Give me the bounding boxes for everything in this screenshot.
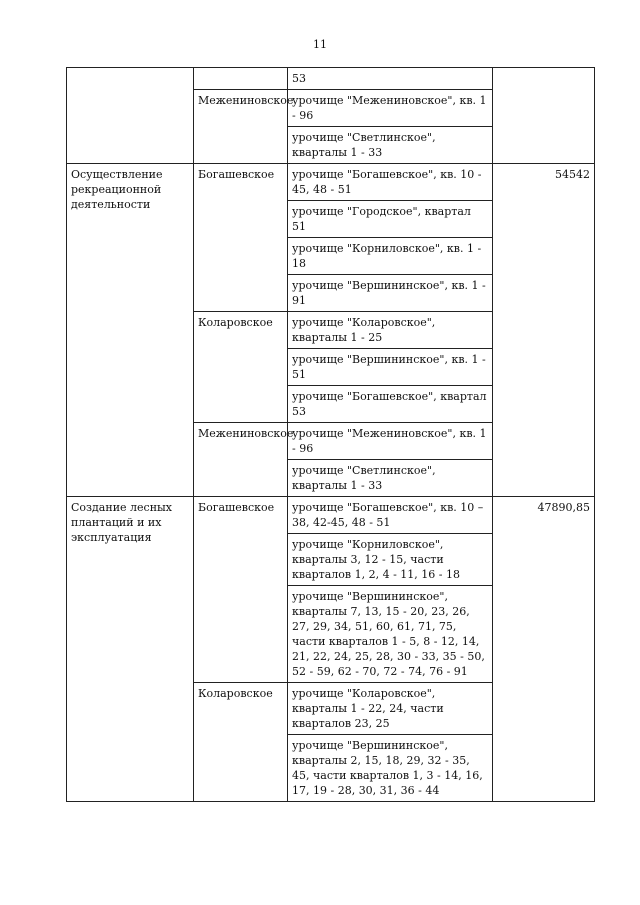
activity-cell: Создание лесных плантаций и их эксплуатация — [67, 497, 194, 802]
location-cell: урочище "Коларовское", кварталы 1 - 22, 24, части кварталов 23, 25 — [288, 683, 493, 735]
location-cell: урочище "Вершининское", кварталы 7, 13, 15 - 20, 23, 26, 27, 29, 34, 51, 60, 61, 71, 75, части кварталов 1 - 5, 8 - 12, 14, 21, 22, 24, 25, 28, 30 - 33, 35 - 50, 52 - 59, 62 - 70, 72 - 74, 76 - 91 — [288, 586, 493, 683]
forestry-cell: Коларовское — [194, 683, 288, 802]
area-cell: 54542 — [493, 164, 595, 497]
table-row — [67, 68, 595, 90]
area-cell-empty — [493, 68, 595, 164]
table-row — [67, 497, 595, 534]
forestry-cell: Богашевское — [194, 164, 288, 312]
location-cell: урочище "Вершининское", кварталы 2, 15, 18, 29, 32 - 35, 45, части кварталов 1, 3 - 14, 16, 17, 19 - 28, 30, 31, 36 - 44 — [288, 735, 493, 802]
location-cell: урочище "Вершининское", кв. 1 - 91 — [288, 275, 493, 312]
location-cell: урочище "Светлинское", кварталы 1 - 33 — [288, 460, 493, 497]
location-cell: урочище "Богашевское", кв. 10 - 45, 48 - 51 — [288, 164, 493, 201]
activity-cell-empty — [67, 68, 194, 164]
location-cell: урочище "Коларовское", кварталы 1 - 25 — [288, 312, 493, 349]
forestry-cell: Богашевское — [194, 497, 288, 683]
location-cell: урочище "Межениновское", кв. 1 - 96 — [288, 90, 493, 127]
forestry-cell: Межениновское — [194, 90, 288, 164]
forest-use-table — [66, 67, 595, 802]
location-cell: урочище "Богашевское", кв. 10 – 38, 42-45, 48 - 51 — [288, 497, 493, 534]
area-cell: 47890,85 — [493, 497, 595, 802]
forestry-cell: Межениновское — [194, 423, 288, 497]
forestry-cell: Коларовское — [194, 312, 288, 423]
table-row — [67, 164, 595, 201]
location-cell: урочище "Богашевское", квартал 53 — [288, 386, 493, 423]
location-cell: урочище "Городское", квартал 51 — [288, 201, 493, 238]
page-number: 11 — [313, 38, 327, 51]
location-cell: урочище "Вершининское", кв. 1 - 51 — [288, 349, 493, 386]
activity-cell: Осуществление рекреационной деятельности — [67, 164, 194, 497]
location-cell: 53 — [288, 68, 493, 90]
forestry-cell-empty — [194, 68, 288, 90]
location-cell: урочище "Корниловское", кв. 1 - 18 — [288, 238, 493, 275]
location-cell: урочище "Корниловское", кварталы 3, 12 - 15, части кварталов 1, 2, 4 - 11, 16 - 18 — [288, 534, 493, 586]
location-cell: урочище "Межениновское", кв. 1 - 96 — [288, 423, 493, 460]
location-cell: урочище "Светлинское", кварталы 1 - 33 — [288, 127, 493, 164]
